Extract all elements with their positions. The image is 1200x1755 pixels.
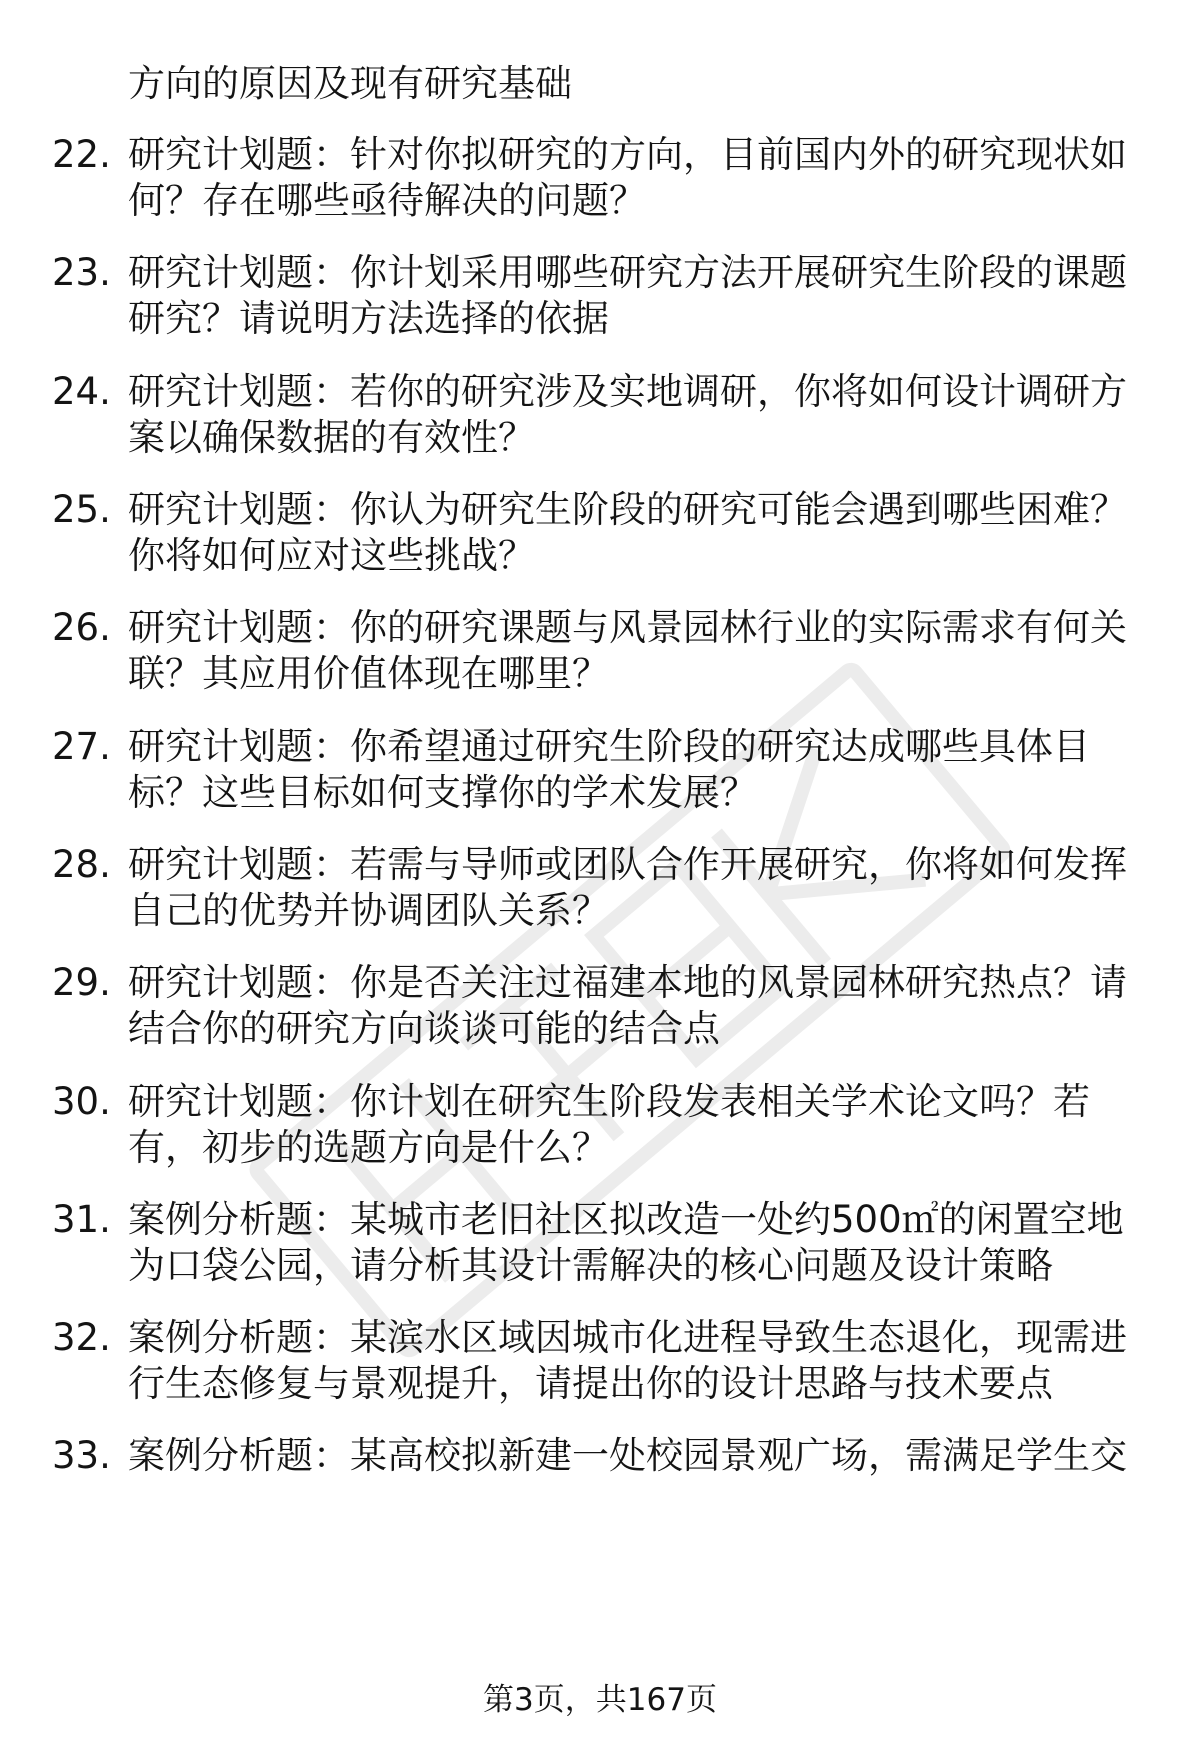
- question-text: 研究计划题：你希望通过研究生阶段的研究达成哪些具体目标？这些目标如何支撑你的学术发展？: [128, 725, 1090, 814]
- question-number: 22.: [52, 133, 111, 176]
- question-text: 研究计划题：若需与导师或团队合作开展研究，你将如何发挥自己的优势并协调团队关系？: [128, 843, 1127, 932]
- question-text: 案例分析题：某高校拟新建一处校园景观广场，需满足学生交: [128, 1434, 1127, 1477]
- question-number: 23.: [52, 251, 111, 294]
- question-text: 研究计划题：你计划采用哪些研究方法开展研究生阶段的课题研究？请说明方法选择的依据: [128, 251, 1127, 340]
- question-text: 研究计划题：你认为研究生阶段的研究可能会遇到哪些困难？你将如何应对这些挑战？: [128, 488, 1127, 577]
- question-number: 29.: [52, 961, 111, 1004]
- question-text: 研究计划题：你是否关注过福建本地的风景园林研究热点？请结合你的研究方向谈谈可能的结合点: [128, 961, 1127, 1050]
- question-text: 案例分析题：某滨水区域因城市化进程导致生态退化，现需进行生态修复与景观提升，请提出你的设计思路与技术要点: [128, 1316, 1127, 1405]
- question-number: 26.: [52, 606, 111, 649]
- question-number: 27.: [52, 725, 111, 768]
- question-number: 24.: [52, 370, 111, 413]
- question-text: 研究计划题：若你的研究涉及实地调研，你将如何设计调研方案以确保数据的有效性？: [128, 370, 1127, 459]
- question-number: 25.: [52, 488, 111, 531]
- question-text: 研究计划题：你的研究课题与风景园林行业的实际需求有何关联？其应用价值体现在哪里？: [128, 606, 1127, 695]
- question-number: 31.: [52, 1198, 111, 1241]
- question-number: 32.: [52, 1316, 111, 1359]
- question-number: 30.: [52, 1080, 111, 1123]
- question-text: 研究计划题：针对你拟研究的方向，目前国内外的研究现状如何？存在哪些亟待解决的问题？: [128, 133, 1127, 222]
- question-text: 案例分析题：某城市老旧社区拟改造一处约500㎡的闲置空地为口袋公园，请分析其设计需解决的核心问题及设计策略: [128, 1198, 1124, 1287]
- continued-line: 方向的原因及现有研究基础: [128, 62, 572, 105]
- question-text: 研究计划题：你计划在研究生阶段发表相关学术论文吗？若有，初步的选题方向是什么？: [128, 1080, 1090, 1169]
- question-number: 33.: [52, 1434, 111, 1477]
- question-number: 28.: [52, 843, 111, 886]
- page-footer: 第3页，共167页: [483, 1682, 717, 1718]
